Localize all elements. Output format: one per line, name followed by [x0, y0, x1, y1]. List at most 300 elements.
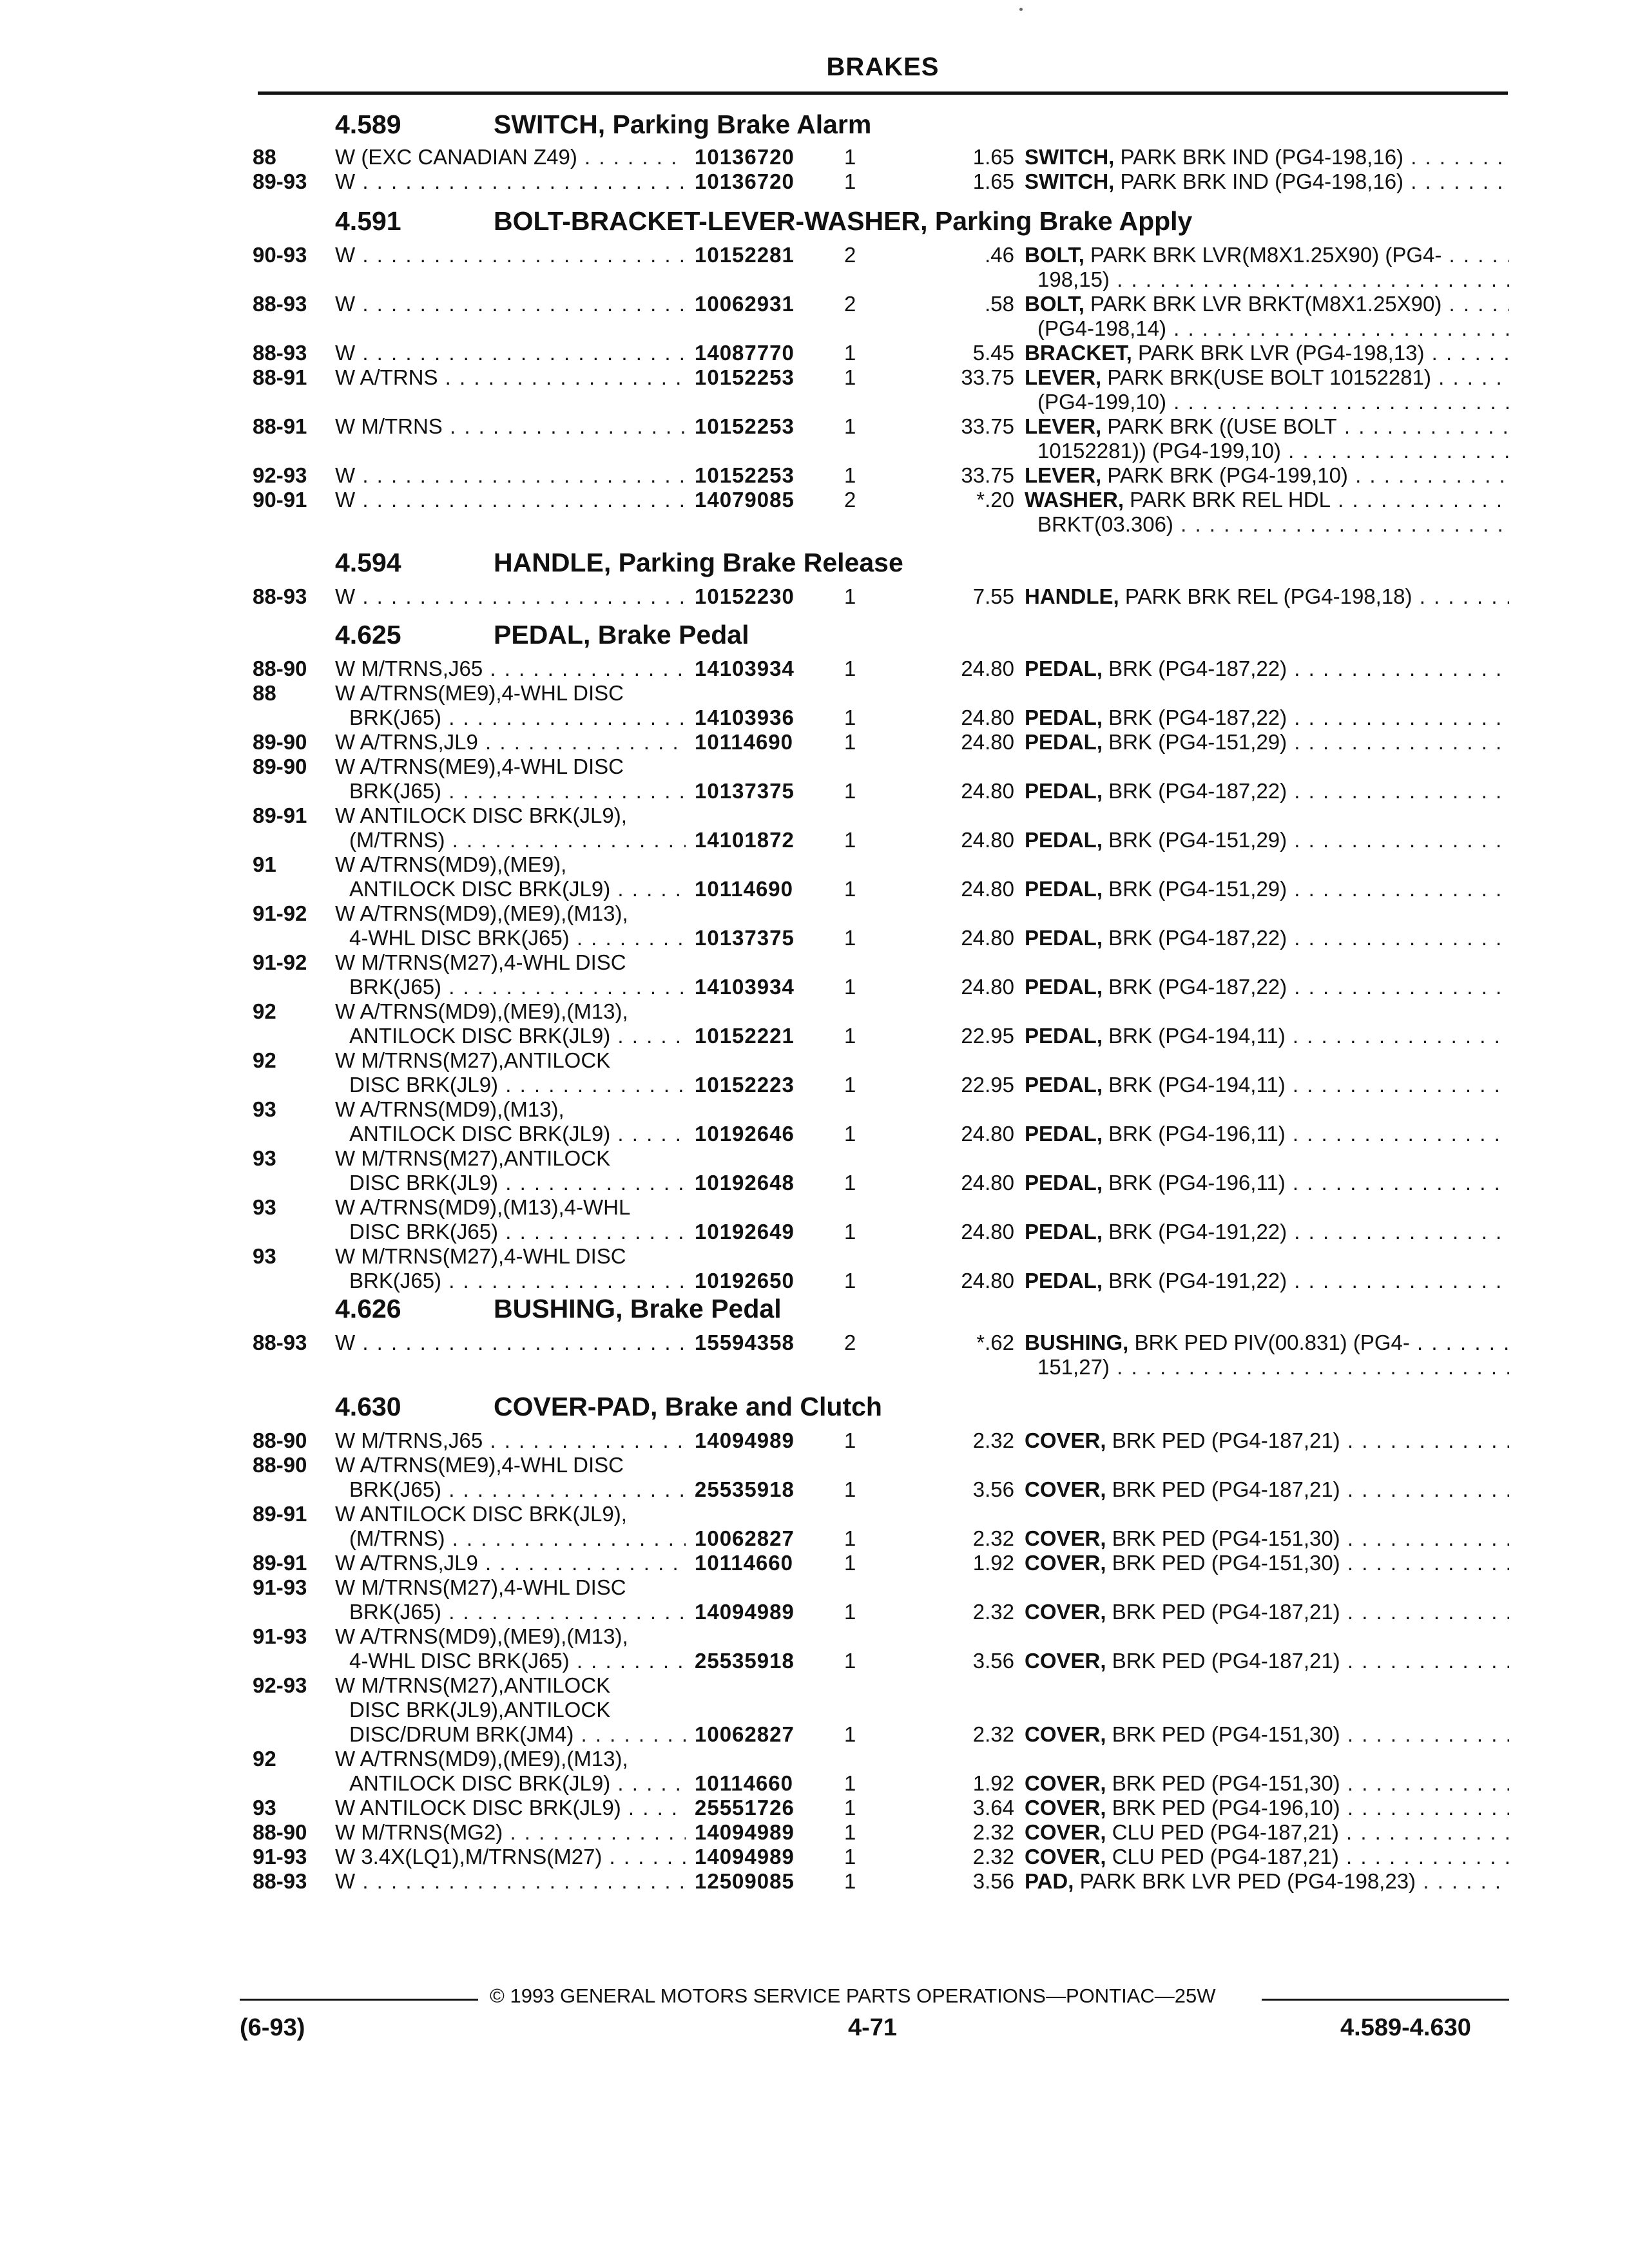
model-years: 88-93: [253, 292, 307, 316]
part-name: [1025, 242, 1509, 268]
part-name-noun: COVER,: [1025, 1649, 1106, 1673]
part-row: [253, 1170, 1509, 1196]
quantity: 1: [844, 463, 856, 487]
part-row: [253, 1121, 1509, 1147]
part-name-noun: PEDAL,: [1025, 975, 1103, 999]
model-years: 90-93: [253, 243, 307, 267]
model-years: 88-90: [253, 657, 307, 680]
part-name-detail: BRK PED (PG4-151,30): [1106, 1771, 1340, 1795]
part-row: [253, 438, 1509, 464]
model-years: 89-91: [253, 1551, 307, 1575]
price: 1.65: [972, 169, 1014, 193]
application-text: W . . .: [335, 291, 686, 317]
model-years: 93: [253, 1195, 276, 1219]
part-name: [1025, 1268, 1509, 1294]
part-name-noun: PEDAL,: [1025, 657, 1103, 680]
part-name-detail: PARK BRK REL HDL: [1124, 488, 1331, 512]
application-text: 4-WHL DISC BRK(J65) . . .: [349, 925, 686, 951]
model-years: 93: [253, 1244, 276, 1268]
price: 33.75: [961, 365, 1014, 389]
part-row: [253, 1820, 1509, 1845]
application-text: DISC BRK(JL9) . . .: [349, 1072, 686, 1098]
part-number: 12509085: [695, 1869, 795, 1893]
part-name: [1025, 1477, 1509, 1503]
part-row: [253, 1146, 1509, 1171]
model-years: 92-93: [253, 463, 307, 487]
part-name-noun: COVER,: [1025, 1820, 1106, 1844]
part-number: 10152223: [695, 1073, 795, 1097]
part-name-noun: COVER,: [1025, 1771, 1106, 1795]
part-name-detail: PARK BRK LVR BRKT(M8X1.25X90): [1084, 292, 1442, 316]
quantity: 1: [844, 1220, 856, 1244]
part-name-noun: LEVER,: [1025, 463, 1102, 487]
part-row: [253, 463, 1509, 488]
part-name: [1025, 584, 1509, 610]
application-text: DISC/DRUM BRK(JM4) . . .: [349, 1722, 686, 1747]
price: 1.92: [972, 1771, 1014, 1795]
part-name-detail: BRK (PG4-187,22): [1103, 926, 1287, 950]
part-row: [253, 852, 1509, 878]
model-years: 89-93: [253, 169, 307, 193]
application-text: W . . .: [335, 584, 686, 610]
part-name-detail: BRK (PG4-196,11): [1103, 1122, 1286, 1146]
part-name: [1025, 1121, 1509, 1147]
quantity: 1: [844, 926, 856, 950]
part-name: [1025, 1820, 1509, 1845]
part-name-detail: BRK (PG4-187,22): [1103, 706, 1287, 729]
part-name-detail: PARK BRK IND (PG4-198,16): [1114, 145, 1404, 169]
part-number: 10136720: [695, 145, 795, 169]
section-title-text: HANDLE, Parking Brake Release: [494, 548, 903, 577]
application-text: ANTILOCK DISC BRK(JL9) . . .: [349, 1023, 686, 1049]
part-name: [1025, 729, 1509, 755]
model-years: 88-91: [253, 365, 307, 389]
part-row: [253, 680, 1509, 706]
quantity: 1: [844, 975, 856, 999]
part-row: [253, 144, 1509, 170]
section-title-text: BOLT-BRACKET-LEVER-WASHER, Parking Brake Apply: [494, 206, 1193, 236]
part-name-detail: BRK (PG4-151,29): [1103, 877, 1287, 901]
part-name: [1037, 267, 1509, 293]
footer-section-range: 4.589-4.630: [1340, 2014, 1471, 2041]
part-row: [253, 754, 1509, 780]
part-name: [1025, 291, 1509, 317]
quantity: 1: [844, 877, 856, 901]
price: 33.75: [961, 463, 1014, 487]
application-text: W . . .: [335, 1330, 686, 1356]
price: 24.80: [961, 1122, 1014, 1146]
application-text: W M/TRNS(M27),ANTILOCK: [335, 1673, 611, 1697]
model-years: 89-91: [253, 1502, 307, 1526]
price: 24.80: [961, 706, 1014, 729]
part-name-detail: BRK PED (PG4-187,21): [1106, 1600, 1340, 1624]
part-name: [1037, 512, 1509, 537]
quantity: 1: [844, 1269, 856, 1293]
part-number: 14087770: [695, 341, 795, 365]
application-text: W M/TRNS(M27),4-WHL DISC: [335, 1244, 626, 1268]
model-years: 91-93: [253, 1575, 307, 1599]
part-row: [253, 1844, 1509, 1870]
part-name: [1025, 1330, 1509, 1356]
part-row: [253, 584, 1509, 610]
part-row: [253, 901, 1509, 927]
quantity: 2: [844, 1331, 856, 1354]
part-number: 15594358: [695, 1331, 795, 1354]
quantity: 1: [844, 1649, 856, 1673]
application-text: DISC BRK(J65) . . .: [349, 1219, 686, 1245]
part-name-noun: SWITCH,: [1025, 145, 1115, 169]
part-row: [253, 1244, 1509, 1269]
part-row: [253, 487, 1509, 513]
part-name: [1025, 1648, 1509, 1674]
application-text: W . . .: [335, 487, 686, 513]
part-number: 10114660: [695, 1771, 794, 1795]
application-text: W A/TRNS(MD9),(ME9),: [335, 852, 567, 876]
application-text: W ANTILOCK DISC BRK(JL9),: [335, 1502, 627, 1526]
part-number: 14094989: [695, 1428, 795, 1452]
section-number: 4.625: [335, 620, 401, 649]
price: 1.92: [972, 1551, 1014, 1575]
part-number: 10062827: [695, 1526, 795, 1550]
part-name-detail: (PG4-199,10): [1037, 390, 1166, 414]
part-row: [253, 1869, 1509, 1894]
part-row: [253, 925, 1509, 951]
part-row: [253, 1195, 1509, 1220]
part-name: [1025, 463, 1509, 488]
quantity: 2: [844, 488, 856, 512]
section-heading: [335, 1294, 782, 1324]
part-name-detail: PARK BRK LVR PED (PG4-198,23): [1074, 1869, 1416, 1893]
part-row: [253, 1648, 1509, 1674]
part-name: [1025, 1170, 1509, 1196]
part-name-detail: CLU PED (PG4-187,21): [1106, 1820, 1339, 1844]
model-years: 92-93: [253, 1673, 307, 1697]
part-number: 14103934: [695, 657, 795, 680]
section-number: 4.630: [335, 1392, 401, 1421]
part-name-detail: BRK (PG4-187,22): [1103, 657, 1287, 680]
part-row: [253, 1575, 1509, 1600]
application-text: DISC BRK(JL9) . . .: [349, 1170, 686, 1196]
model-years: 92: [253, 999, 276, 1023]
section-number: 4.591: [335, 206, 401, 236]
application-text: W ANTILOCK DISC BRK(JL9),: [335, 803, 627, 827]
footer-page-number: 4-71: [848, 2014, 898, 2041]
part-row: [253, 1501, 1509, 1527]
part-row: [253, 1023, 1509, 1049]
price: *.20: [976, 488, 1014, 512]
part-name-noun: PEDAL,: [1025, 1171, 1103, 1195]
price: 24.80: [961, 779, 1014, 803]
price: 1.65: [972, 145, 1014, 169]
part-name: [1025, 340, 1509, 366]
model-years: 91-93: [253, 1845, 307, 1869]
part-row: [253, 803, 1509, 829]
price: 24.80: [961, 1220, 1014, 1244]
part-name: [1025, 1072, 1509, 1098]
part-name-noun: PEDAL,: [1025, 1122, 1103, 1146]
quantity: 1: [844, 1845, 856, 1869]
part-row: [253, 1072, 1509, 1098]
part-name: [1025, 1219, 1509, 1245]
application-text: W ANTILOCK DISC BRK(JL9) . . .: [335, 1795, 686, 1821]
part-name-noun: WASHER,: [1025, 488, 1124, 512]
part-name: [1025, 487, 1509, 513]
part-number: 10192648: [695, 1171, 795, 1195]
part-number: 14103934: [695, 975, 795, 999]
part-name: [1025, 169, 1509, 195]
part-name-noun: COVER,: [1025, 1551, 1106, 1575]
part-number: 25535918: [695, 1649, 795, 1673]
part-number: 10114690: [695, 877, 794, 901]
model-years: 89-90: [253, 754, 307, 778]
part-name-detail: (PG4-198,14): [1037, 316, 1166, 340]
part-name-noun: PEDAL,: [1025, 1024, 1103, 1048]
part-name-detail: 151,27): [1037, 1355, 1110, 1379]
quantity: 1: [844, 1526, 856, 1550]
quantity: 1: [844, 1820, 856, 1844]
quantity: 1: [844, 1477, 856, 1501]
price: 5.45: [972, 341, 1014, 365]
application-text: W . . .: [335, 1869, 686, 1894]
part-row: [253, 1795, 1509, 1821]
part-number: 10062827: [695, 1722, 795, 1746]
part-name-detail: BRK PED PIV(00.831) (PG4-: [1128, 1331, 1410, 1354]
part-number: 10137375: [695, 926, 795, 950]
part-number: 14079085: [695, 488, 795, 512]
part-number: 25535918: [695, 1477, 795, 1501]
part-name: [1025, 365, 1509, 390]
application-text: 4-WHL DISC BRK(J65) . . .: [349, 1648, 686, 1674]
model-years: 88-93: [253, 1331, 307, 1354]
part-row: [253, 1526, 1509, 1552]
part-name-detail: CLU PED (PG4-187,21): [1106, 1845, 1339, 1869]
price: .58: [985, 292, 1014, 316]
part-number: 10152253: [695, 414, 795, 438]
part-name: [1025, 705, 1509, 731]
part-number: 10152221: [695, 1024, 795, 1048]
quantity: 1: [844, 341, 856, 365]
quantity: 1: [844, 1600, 856, 1624]
price: 7.55: [972, 584, 1014, 608]
application-text: W A/TRNS,JL9 . . .: [335, 1550, 686, 1576]
part-name: [1037, 438, 1509, 464]
part-number: 14094989: [695, 1600, 795, 1624]
section-number: 4.589: [335, 110, 401, 139]
price: 2.32: [972, 1526, 1014, 1550]
part-name-noun: PEDAL,: [1025, 828, 1103, 852]
page-header: BRAKES: [826, 53, 940, 81]
part-row: [253, 1330, 1509, 1356]
part-name: [1025, 925, 1509, 951]
part-number: 10114660: [695, 1551, 794, 1575]
part-name-noun: LEVER,: [1025, 414, 1102, 438]
part-name-noun: BOLT,: [1025, 292, 1084, 316]
model-years: 92: [253, 1048, 276, 1072]
part-row: [253, 267, 1509, 293]
part-name-noun: COVER,: [1025, 1526, 1106, 1550]
part-number: 10136720: [695, 169, 795, 193]
application-text: BRK(J65) . . .: [349, 705, 686, 731]
price: 24.80: [961, 975, 1014, 999]
part-name-noun: LEVER,: [1025, 365, 1102, 389]
part-name-noun: COVER,: [1025, 1722, 1106, 1746]
part-row: [253, 389, 1509, 415]
price: 2.32: [972, 1428, 1014, 1452]
part-row: [253, 778, 1509, 804]
model-years: 91: [253, 852, 276, 876]
part-name-noun: PEDAL,: [1025, 1073, 1103, 1097]
application-text: W A/TRNS,JL9 . . .: [335, 729, 686, 755]
part-number: 10152253: [695, 463, 795, 487]
model-years: 89-90: [253, 730, 307, 754]
price: .46: [985, 243, 1014, 267]
application-text: W M/TRNS,J65 . . .: [335, 1428, 686, 1454]
application-text: W . . .: [335, 340, 686, 366]
application-text: W M/TRNS,J65 . . .: [335, 656, 686, 682]
model-years: 93: [253, 1796, 276, 1820]
part-name-detail: PARK BRK IND (PG4-198,16): [1114, 169, 1404, 193]
part-name-noun: BRACKET,: [1025, 341, 1132, 365]
section-title-text: BUSHING, Brake Pedal: [494, 1294, 782, 1323]
application-text: W 3.4X(LQ1),M/TRNS(M27) . . .: [335, 1844, 686, 1870]
price: 33.75: [961, 414, 1014, 438]
price: 2.32: [972, 1722, 1014, 1746]
section-heading: [335, 1392, 882, 1422]
application-text: W A/TRNS(MD9),(ME9),(M13),: [335, 901, 628, 925]
application-text: W A/TRNS(ME9),4-WHL DISC: [335, 1453, 624, 1477]
price: 24.80: [961, 926, 1014, 950]
quantity: 2: [844, 243, 856, 267]
part-name-noun: PAD,: [1025, 1869, 1074, 1893]
quantity: 1: [844, 1796, 856, 1820]
application-text: BRK(J65) . . .: [349, 1599, 686, 1625]
part-number: 10152230: [695, 584, 795, 608]
application-text: DISC BRK(JL9),ANTILOCK: [349, 1698, 611, 1722]
price: 24.80: [961, 1269, 1014, 1293]
part-name: [1025, 1771, 1509, 1796]
part-number: 14101872: [695, 828, 795, 852]
part-name: [1025, 1869, 1509, 1894]
part-name-noun: BUSHING,: [1025, 1331, 1129, 1354]
quantity: 1: [844, 584, 856, 608]
part-row: [253, 316, 1509, 341]
part-name-detail: PARK BRK ((USE BOLT: [1101, 414, 1337, 438]
quantity: 1: [844, 657, 856, 680]
part-name-detail: BRK PED (PG4-187,21): [1106, 1649, 1340, 1673]
part-row: [253, 1746, 1509, 1772]
part-number: 10192650: [695, 1269, 795, 1293]
header-rule: [258, 91, 1508, 95]
part-row: [253, 1219, 1509, 1245]
part-name-noun: PEDAL,: [1025, 926, 1103, 950]
part-row: [253, 656, 1509, 682]
price: 24.80: [961, 1171, 1014, 1195]
model-years: 88-90: [253, 1428, 307, 1452]
part-name-noun: PEDAL,: [1025, 1269, 1103, 1293]
part-name-detail: BRK (PG4-194,11): [1103, 1024, 1286, 1048]
price: 24.80: [961, 730, 1014, 754]
application-text: W M/TRNS(M27),4-WHL DISC: [335, 950, 626, 974]
footer-rule-right: [1262, 1999, 1509, 2001]
part-row: [253, 1550, 1509, 1576]
section-heading: [335, 620, 749, 650]
model-years: 88: [253, 681, 276, 705]
part-row: [253, 1599, 1509, 1625]
price: 24.80: [961, 828, 1014, 852]
part-row: [253, 291, 1509, 317]
application-text: W A/TRNS(MD9),(ME9),(M13),: [335, 1624, 628, 1648]
part-row: [253, 365, 1509, 390]
part-name: [1025, 414, 1509, 439]
price: *.62: [976, 1331, 1014, 1354]
part-row: [253, 876, 1509, 902]
application-text: W M/TRNS(M27),ANTILOCK: [335, 1146, 611, 1170]
part-name: [1025, 1023, 1509, 1049]
application-text: W (EXC CANADIAN Z49) . . .: [335, 144, 686, 170]
model-years: 91-92: [253, 901, 307, 925]
application-text: W . . .: [335, 242, 686, 268]
application-text: W M/TRNS(M27),4-WHL DISC: [335, 1575, 626, 1599]
part-number: 10062931: [695, 292, 795, 316]
price: 3.64: [972, 1796, 1014, 1820]
part-row: [253, 1624, 1509, 1649]
application-text: W A/TRNS(ME9),4-WHL DISC: [335, 754, 624, 778]
application-text: BRK(J65) . . .: [349, 1477, 686, 1503]
part-name-noun: PEDAL,: [1025, 706, 1103, 729]
part-row: [253, 1428, 1509, 1454]
part-number: 14103936: [695, 706, 795, 729]
quantity: 1: [844, 1122, 856, 1146]
part-name-detail: BRK (PG4-151,29): [1103, 730, 1287, 754]
quantity: 1: [844, 1551, 856, 1575]
quantity: 1: [844, 1722, 856, 1746]
model-years: 88-93: [253, 1869, 307, 1893]
part-number: 25551726: [695, 1796, 795, 1820]
quantity: 1: [844, 145, 856, 169]
part-row: [253, 1048, 1509, 1073]
part-row: [253, 340, 1509, 366]
part-name-noun: COVER,: [1025, 1845, 1106, 1869]
price: 2.32: [972, 1600, 1014, 1624]
application-text: BRK(J65) . . .: [349, 1268, 686, 1294]
part-name-noun: PEDAL,: [1025, 779, 1103, 803]
model-years: 89-91: [253, 803, 307, 827]
part-name: [1025, 1795, 1509, 1821]
part-row: [253, 729, 1509, 755]
application-text: ANTILOCK DISC BRK(JL9) . . .: [349, 1121, 686, 1147]
application-text: BRK(J65) . . .: [349, 974, 686, 1000]
quantity: 1: [844, 169, 856, 193]
part-name-detail: BRK PED (PG4-187,21): [1106, 1477, 1340, 1501]
part-row: [253, 999, 1509, 1024]
part-name-noun: PEDAL,: [1025, 730, 1103, 754]
model-years: 93: [253, 1146, 276, 1170]
part-name-noun: HANDLE,: [1025, 584, 1119, 608]
part-name: [1025, 974, 1509, 1000]
quantity: 1: [844, 730, 856, 754]
application-text: (M/TRNS) . . .: [349, 827, 686, 853]
part-number: 14094989: [695, 1845, 795, 1869]
application-text: W M/TRNS . . .: [335, 414, 686, 439]
application-text: W A/TRNS(MD9),(ME9),(M13),: [335, 999, 628, 1023]
part-name-detail: PARK BRK(USE BOLT 10152281): [1101, 365, 1431, 389]
part-number: 14094989: [695, 1820, 795, 1844]
part-name-noun: COVER,: [1025, 1600, 1106, 1624]
part-name-detail: BRK (PG4-187,22): [1103, 779, 1287, 803]
section-title-text: COVER-PAD, Brake and Clutch: [494, 1392, 882, 1421]
part-name-detail: BRK (PG4-151,29): [1103, 828, 1287, 852]
part-name: [1025, 1844, 1509, 1870]
